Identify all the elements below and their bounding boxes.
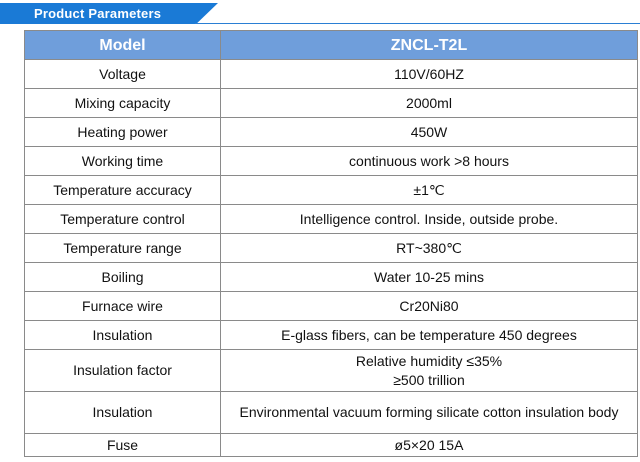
header-value-cell: ZNCL-T2L [221, 31, 638, 60]
param-label: Boiling [25, 263, 221, 292]
param-value-line: ≥500 trillion [393, 371, 465, 388]
table-row [25, 176, 638, 205]
table-row [25, 118, 638, 147]
param-label: Mixing capacity [25, 89, 221, 118]
table-row [25, 292, 638, 321]
param-label: Working time [25, 147, 221, 176]
table-row [25, 60, 638, 89]
param-value: Environmental vacuum forming silicate cotton insulation body [221, 392, 638, 434]
section-header [0, 0, 640, 24]
table-row [25, 234, 638, 263]
param-label: Temperature accuracy [25, 176, 221, 205]
param-value: 2000ml [221, 89, 638, 118]
param-value: 110V/60HZ [221, 60, 638, 89]
section-title: Product Parameters [34, 6, 162, 21]
table-row [25, 321, 638, 350]
param-value: 450W [221, 118, 638, 147]
param-label: Temperature control [25, 205, 221, 234]
header-label-cell: Model [25, 31, 221, 60]
table-header-row [25, 31, 638, 60]
param-value: E-glass fibers, can be temperature 450 degrees [221, 321, 638, 350]
param-label: Fuse [25, 434, 221, 457]
param-label: Furnace wire [25, 292, 221, 321]
param-value: ø5×20 15A [221, 434, 638, 457]
param-value: continuous work >8 hours [221, 147, 638, 176]
param-label: Insulation [25, 392, 221, 434]
table-row [25, 89, 638, 118]
param-value: Intelligence control. Inside, outside probe. [221, 205, 638, 234]
table-row [25, 263, 638, 292]
param-value: RT~380℃ [221, 234, 638, 263]
product-parameters-table [24, 30, 638, 457]
table-row [25, 392, 638, 434]
param-value [221, 350, 638, 392]
param-label: Heating power [25, 118, 221, 147]
param-label: Insulation factor [25, 350, 221, 392]
param-value: ±1℃ [221, 176, 638, 205]
param-label: Temperature range [25, 234, 221, 263]
table-row [25, 434, 638, 457]
param-value: Cr20Ni80 [221, 292, 638, 321]
param-label: Insulation [25, 321, 221, 350]
param-value: Water 10-25 mins [221, 263, 638, 292]
table-row [25, 147, 638, 176]
table-row [25, 350, 638, 392]
param-label: Voltage [25, 60, 221, 89]
param-value-line: Relative humidity ≤35% [355, 352, 503, 369]
table-row [25, 205, 638, 234]
section-divider [195, 23, 640, 24]
